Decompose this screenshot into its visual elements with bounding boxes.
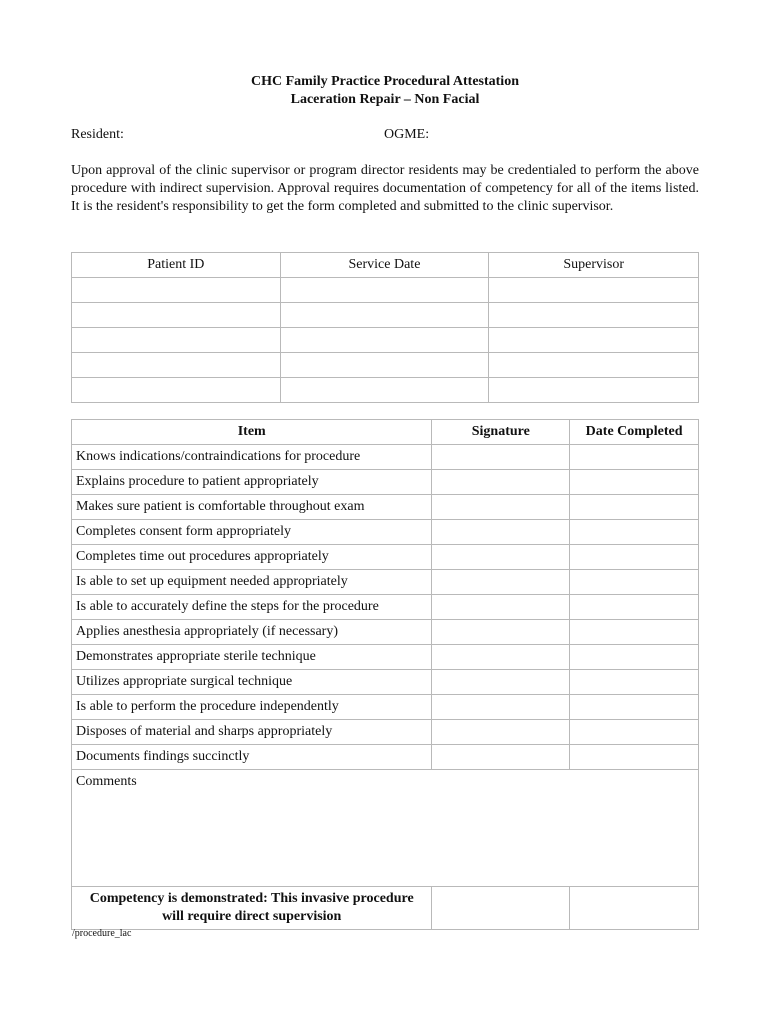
patient-id-header: Patient ID (72, 253, 281, 278)
table-row (72, 495, 699, 520)
date-completed-cell[interactable] (570, 520, 699, 545)
signature-cell[interactable] (432, 545, 570, 570)
competency-statement-line1: Competency is demonstrated: This invasive procedure (89, 891, 414, 906)
table-row (72, 378, 699, 403)
date-completed-cell[interactable] (570, 887, 699, 930)
item-label: Explains procedure to patient appropriately (72, 470, 432, 495)
signature-cell[interactable] (432, 720, 570, 745)
item-label: Utilizes appropriate surgical technique (72, 670, 432, 695)
signature-cell[interactable] (432, 520, 570, 545)
table-row (72, 445, 699, 470)
page-title: CHC Family Practice Procedural Attestation (250, 74, 519, 89)
item-label: Disposes of material and sharps appropriately (72, 720, 432, 745)
signature-cell[interactable] (432, 695, 570, 720)
patient-id-cell[interactable] (72, 303, 281, 328)
table-row (72, 670, 699, 695)
item-label: Is able to perform the procedure independently (72, 695, 432, 720)
date-completed-cell[interactable] (570, 445, 699, 470)
date-completed-cell[interactable] (570, 670, 699, 695)
supervisor-header: Supervisor (489, 253, 699, 278)
competency-statement-line2: will require direct supervision (162, 909, 342, 924)
competency-table-header (72, 420, 699, 445)
signature-cell[interactable] (432, 620, 570, 645)
supervisor-cell[interactable] (489, 353, 699, 378)
ogme-label: OGME: (384, 127, 430, 142)
date-completed-cell[interactable] (570, 470, 699, 495)
item-label: Completes consent form appropriately (72, 520, 432, 545)
table-row (72, 278, 699, 303)
item-label: Completes time out procedures appropriately (72, 545, 432, 570)
item-label: Demonstrates appropriate sterile technique (72, 645, 432, 670)
item-label: Documents findings succinctly (72, 745, 432, 770)
item-label: Is able to accurately define the steps for the procedure (72, 595, 432, 620)
item-label: Makes sure patient is comfortable throughout exam (72, 495, 432, 520)
service-date-cell[interactable] (280, 303, 489, 328)
patient-id-cell[interactable] (72, 378, 281, 403)
table-row (72, 545, 699, 570)
competency-statement (72, 887, 432, 930)
intro-paragraph: Upon approval of the clinic supervisor or program director residents may be credentialed to perform the above procedure with indirect supervision. Approval requires documentation of competency for all of the items listed. It is the resident's responsibility to get the form completed and submitted to the clinic supervisor. (71, 163, 699, 214)
service-date-header: Service Date (280, 253, 489, 278)
item-label: Applies anesthesia appropriately (if necessary) (72, 620, 432, 645)
comments-label: Comments (76, 774, 137, 789)
table-row (72, 645, 699, 670)
date-completed-cell[interactable] (570, 595, 699, 620)
table-row (72, 620, 699, 645)
comments-row (72, 770, 699, 887)
table-row (72, 353, 699, 378)
competency-table (71, 419, 699, 930)
supervisor-cell[interactable] (489, 328, 699, 353)
date-completed-cell[interactable] (570, 745, 699, 770)
patient-id-cell[interactable] (72, 353, 281, 378)
comments-field[interactable] (72, 770, 699, 887)
resident-label: Resident: (71, 127, 124, 142)
page-subtitle: Laceration Repair – Non Facial (290, 92, 480, 107)
footer-code: /procedure_lac (72, 928, 132, 939)
signature-header: Signature (432, 420, 570, 445)
signature-cell[interactable] (432, 595, 570, 620)
table-row (72, 570, 699, 595)
date-completed-cell[interactable] (570, 620, 699, 645)
table-row (72, 520, 699, 545)
service-date-cell[interactable] (280, 328, 489, 353)
service-date-cell[interactable] (280, 278, 489, 303)
date-completed-cell[interactable] (570, 695, 699, 720)
signature-cell[interactable] (432, 670, 570, 695)
supervisor-cell[interactable] (489, 378, 699, 403)
table-row (72, 720, 699, 745)
service-date-cell[interactable] (280, 378, 489, 403)
signature-cell[interactable] (432, 570, 570, 595)
date-completed-cell[interactable] (570, 645, 699, 670)
date-completed-header: Date Completed (570, 420, 699, 445)
patient-id-cell[interactable] (72, 278, 281, 303)
item-label: Knows indications/contraindications for procedure (72, 445, 432, 470)
table-row (72, 695, 699, 720)
supervisor-cell[interactable] (489, 303, 699, 328)
signature-cell[interactable] (432, 645, 570, 670)
date-completed-cell[interactable] (570, 720, 699, 745)
table-row (72, 595, 699, 620)
signature-cell[interactable] (432, 495, 570, 520)
date-completed-cell[interactable] (570, 545, 699, 570)
item-header: Item (72, 420, 432, 445)
supervisor-cell[interactable] (489, 278, 699, 303)
item-label: Is able to set up equipment needed appropriately (72, 570, 432, 595)
signature-cell[interactable] (432, 887, 570, 930)
service-date-cell[interactable] (280, 353, 489, 378)
patient-id-cell[interactable] (72, 328, 281, 353)
date-completed-cell[interactable] (570, 570, 699, 595)
signature-cell[interactable] (432, 445, 570, 470)
patient-table-header (72, 253, 699, 278)
signature-cell[interactable] (432, 745, 570, 770)
table-row (72, 328, 699, 353)
patient-table (71, 252, 699, 403)
date-completed-cell[interactable] (570, 495, 699, 520)
table-row (72, 745, 699, 770)
signature-cell[interactable] (432, 470, 570, 495)
table-row (72, 303, 699, 328)
final-row (72, 887, 699, 930)
table-row (72, 470, 699, 495)
